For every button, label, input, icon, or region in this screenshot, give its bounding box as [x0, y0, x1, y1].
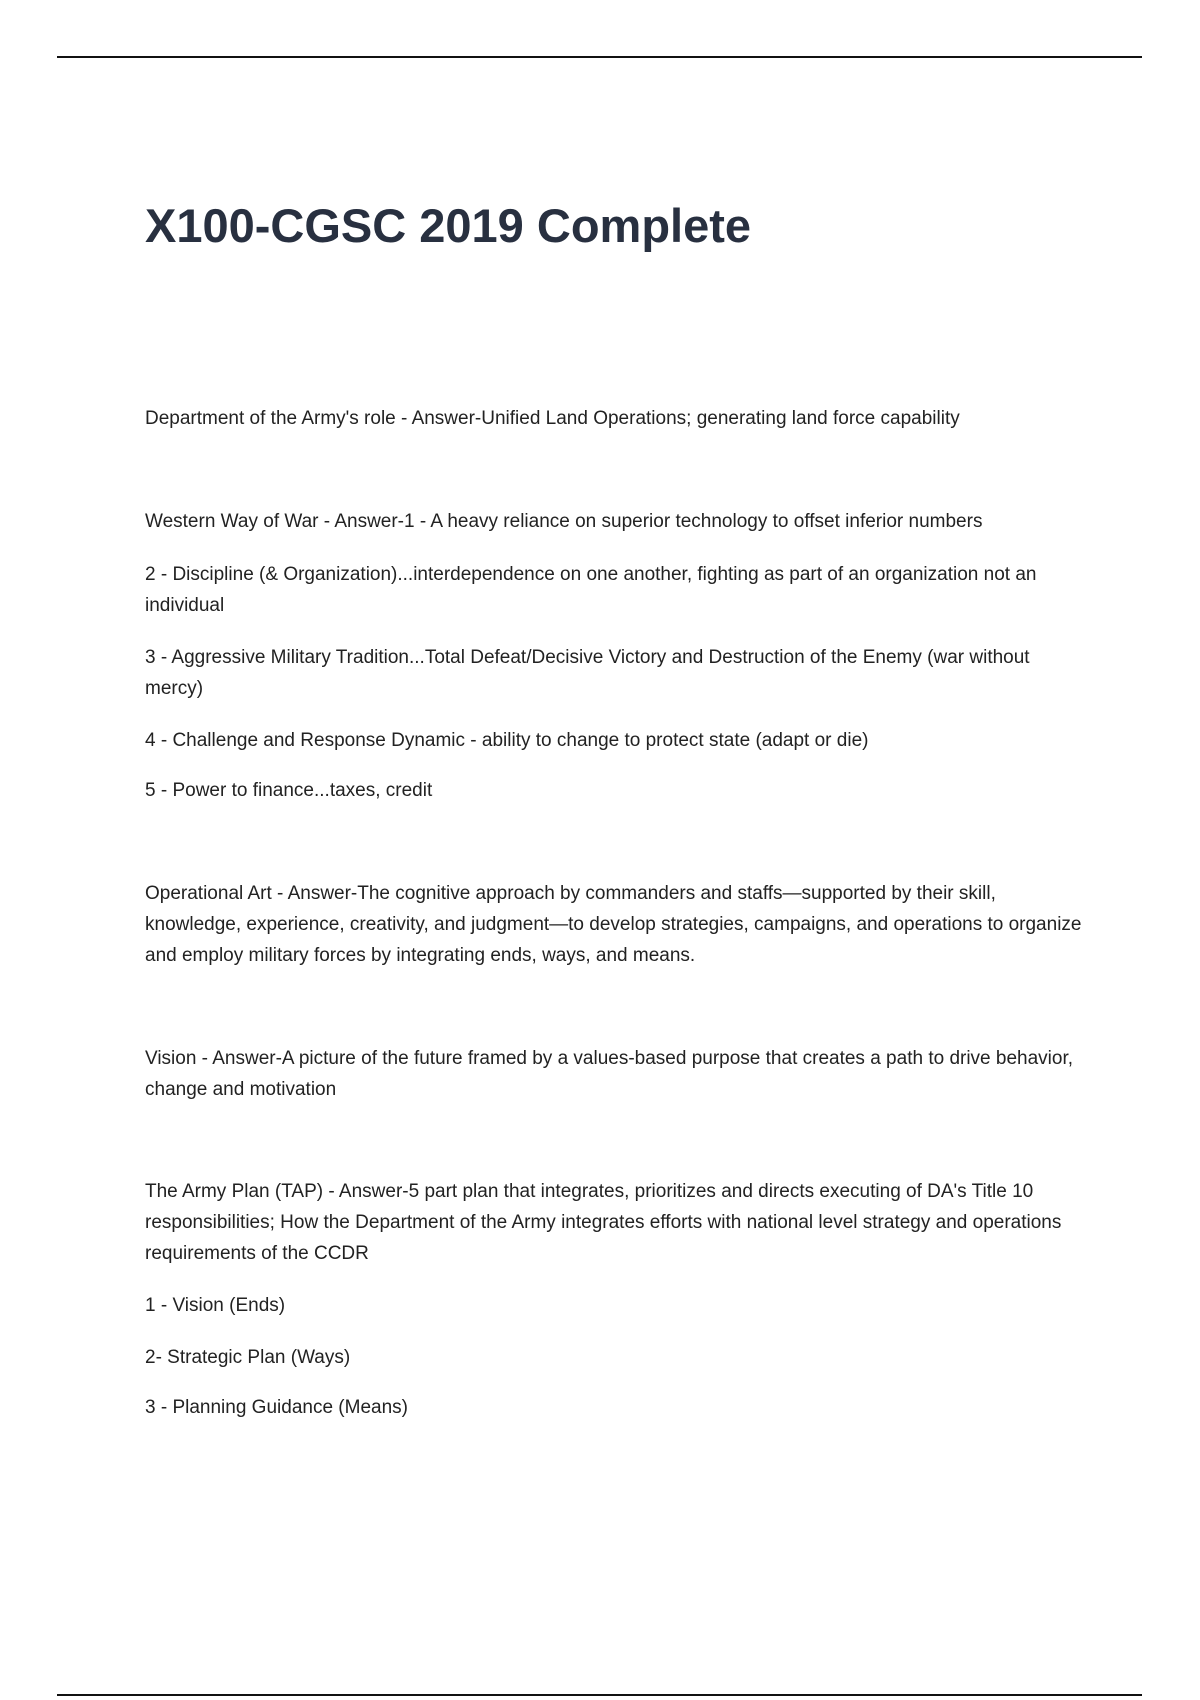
entry-army-plan-item-3: 3 - Planning Guidance (Means)	[145, 1397, 408, 1418]
entry-western-way-item-3: 3 - Aggressive Military Tradition...Total Defeat/Decisive Victory and Destruction of the Enemy (war without mercy)	[145, 647, 1030, 699]
top-divider	[57, 56, 1142, 58]
entry-western-way-item-2: 2 - Discipline (& Organization)...interdependence on one another, fighting as part of an organization not an individual	[145, 564, 1037, 616]
entry-western-way-item-4: 4 - Challenge and Response Dynamic - ability to change to protect state (adapt or die)	[145, 730, 869, 751]
entry-army-plan: The Army Plan (TAP) - Answer-5 part plan that integrates, prioritizes and directs executing of DA's Title 10 responsibilities; How the Department of the Army integrates efforts with national level strategy and operations requirements of the CCDR	[145, 1181, 1062, 1264]
entry-vision: Vision - Answer-A picture of the future framed by a values-based purpose that creates a path to drive behavior, change and motivation	[145, 1048, 1074, 1100]
entry-army-plan-item-1: 1 - Vision (Ends)	[145, 1295, 286, 1316]
entry-western-way-of-war: Western Way of War - Answer-1 - A heavy reliance on superior technology to offset inferior numbers	[145, 511, 983, 532]
entry-army-plan-item-2: 2- Strategic Plan (Ways)	[145, 1347, 351, 1368]
document-title: X100-CGSC 2019 Complete	[145, 199, 752, 252]
bottom-divider	[57, 1694, 1142, 1696]
entry-western-way-item-5: 5 - Power to finance...taxes, credit	[145, 780, 433, 801]
entry-operational-art: Operational Art - Answer-The cognitive approach by commanders and staffs—supported by their skill, knowledge, experience, creativity, and judgment—to develop strategies, campaigns, and operations to organize and employ military forces by integrating ends, ways, and means.	[145, 883, 1082, 966]
entry-army-role: Department of the Army's role - Answer-Unified Land Operations; generating land force capability	[145, 408, 960, 429]
